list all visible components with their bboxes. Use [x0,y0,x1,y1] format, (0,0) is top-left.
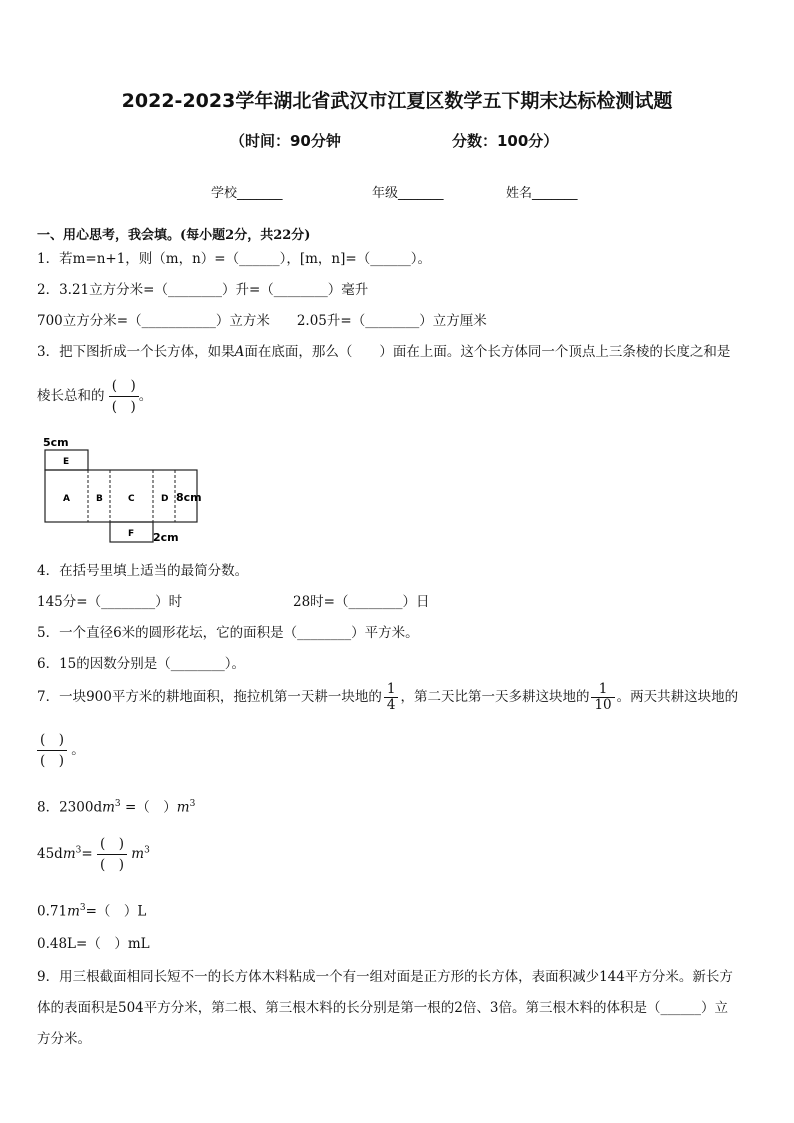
unit-m: m [67,903,80,920]
fraction-numerator-blank: ( ) [39,732,65,748]
question-9-line2: 体的表面积是504平方分米，第二根、第三根木料的长分别是第一根的2倍、3倍。第三根木料的体积是（______）立 [37,1000,728,1016]
question-4c: 28时=（________）日 [293,594,430,610]
question-2b: 700立方分米=（___________）立方米 2.05升=（________）立方厘米 [37,313,487,329]
q8a-text: 8．2300d [37,799,103,816]
fraction-denominator-blank: ( ) [99,857,124,873]
fraction-denominator: 10 [594,697,612,713]
q8a-text-2: =（ ） [124,799,177,816]
figure-label-top: 5cm [43,436,69,449]
page-title: 2022-2023学年湖北省武汉市江夏区数学五下期末达标检测试题 [121,90,673,112]
question-7-line1 [37,682,738,713]
q7-text-c: 。两天共耕这块地的 [616,689,739,705]
unit-m: m [131,846,145,862]
unit-exponent: 3 [79,903,86,913]
question-8a [37,795,195,817]
fraction-denominator-blank: ( ) [111,399,136,415]
question-3-line1 [37,343,730,361]
grade-field: 年级_______ [372,186,444,201]
cuboid-net-figure [37,436,217,548]
question-9-line1: 9．用三根截面相同长短不一的长方体木料粘成一个有一组对面是正方形的长方体，表面积减少144平方分米。新长方 [37,969,733,985]
figure-label-right: 8cm [176,491,202,504]
question-8d: 0.48L=（ ）mL [37,936,150,952]
fraction-denominator: 4 [386,697,396,713]
face-b-label: B [96,494,103,504]
fraction-numerator: 1 [598,681,608,697]
q7-text-a: 7．一块900平方米的耕地面积，拖拉机第一天耕一块地的 [37,689,382,705]
q7-text-b: ，第二天比第一天多耕这块地的 [400,689,590,705]
question-8c [37,899,146,921]
face-d-label: D [161,494,169,504]
unit-exponent: 3 [144,845,150,856]
exam-time: （时间：90分钟 [230,132,341,150]
unit-exponent: 3 [189,799,196,809]
q8b-equals: = [81,846,93,862]
fraction-denominator-blank: ( ) [39,753,65,769]
question-7-line2 [37,730,85,771]
q7-fraction-2 [591,682,614,713]
q3-text-a: 3．把下图折成一个长方体，如果 [37,344,235,360]
q7-text-d: 。 [71,742,85,758]
q8c-text-2: =（ ）L [85,903,147,920]
face-e-label: E [63,457,70,467]
question-6: 6．15的因数分别是（________）。 [37,656,246,672]
question-2a: 2．3.21立方分米=（________）升=（________）毫升 [37,282,369,298]
q3-text-b: 面在底面，那么（ ）面在上面。这个长方体同一个顶点上三条棱的长度之和是 [244,344,731,360]
question-8b [37,834,150,875]
section-heading: 一、用心思考，我会填。(每小题2分，共22分) [37,228,311,243]
question-3-line2 [37,376,152,417]
question-4: 4．在括号里填上适当的最简分数。 [37,563,249,579]
question-4b: 145分=（________）时 [37,594,183,610]
unit-m: m [62,846,76,862]
school-field: 学校_______ [211,186,283,201]
q3-fraction-blank [109,376,139,417]
unit-m: m [176,799,190,816]
fraction-numerator-blank: ( ) [99,836,124,852]
question-9-line3: 方分米。 [37,1031,91,1047]
face-c-label: C [128,494,135,504]
q3-text-d: 。 [138,388,153,404]
q7-fraction-1 [384,682,399,713]
face-f-label: F [128,529,135,539]
question-1: 1．若m=n+1，则（m，n）=（______），[m，n]=（______）。 [37,251,431,267]
fraction-numerator-blank: ( ) [111,378,136,394]
q8c-text: 0.71 [37,903,68,920]
exam-score: 分数：100分） [452,132,559,150]
figure-label-bottom: 2cm [153,531,179,544]
fraction-numerator: 1 [386,681,396,697]
unit-exponent: 3 [75,845,82,856]
q8b-text: 45d [37,846,63,862]
q7-fraction-blank [37,730,67,771]
unit-exponent: 3 [114,799,121,809]
unit-m: m [102,799,115,816]
question-5: 5．一个直径6米的圆形花坛，它的面积是（________）平方米。 [37,625,419,641]
q3-face-label: A [234,344,245,360]
name-field: 姓名_______ [506,186,578,201]
face-a-label: A [63,494,70,504]
q3-text-c: 棱长总和的 [37,388,105,404]
q8-fraction-blank [97,834,127,875]
